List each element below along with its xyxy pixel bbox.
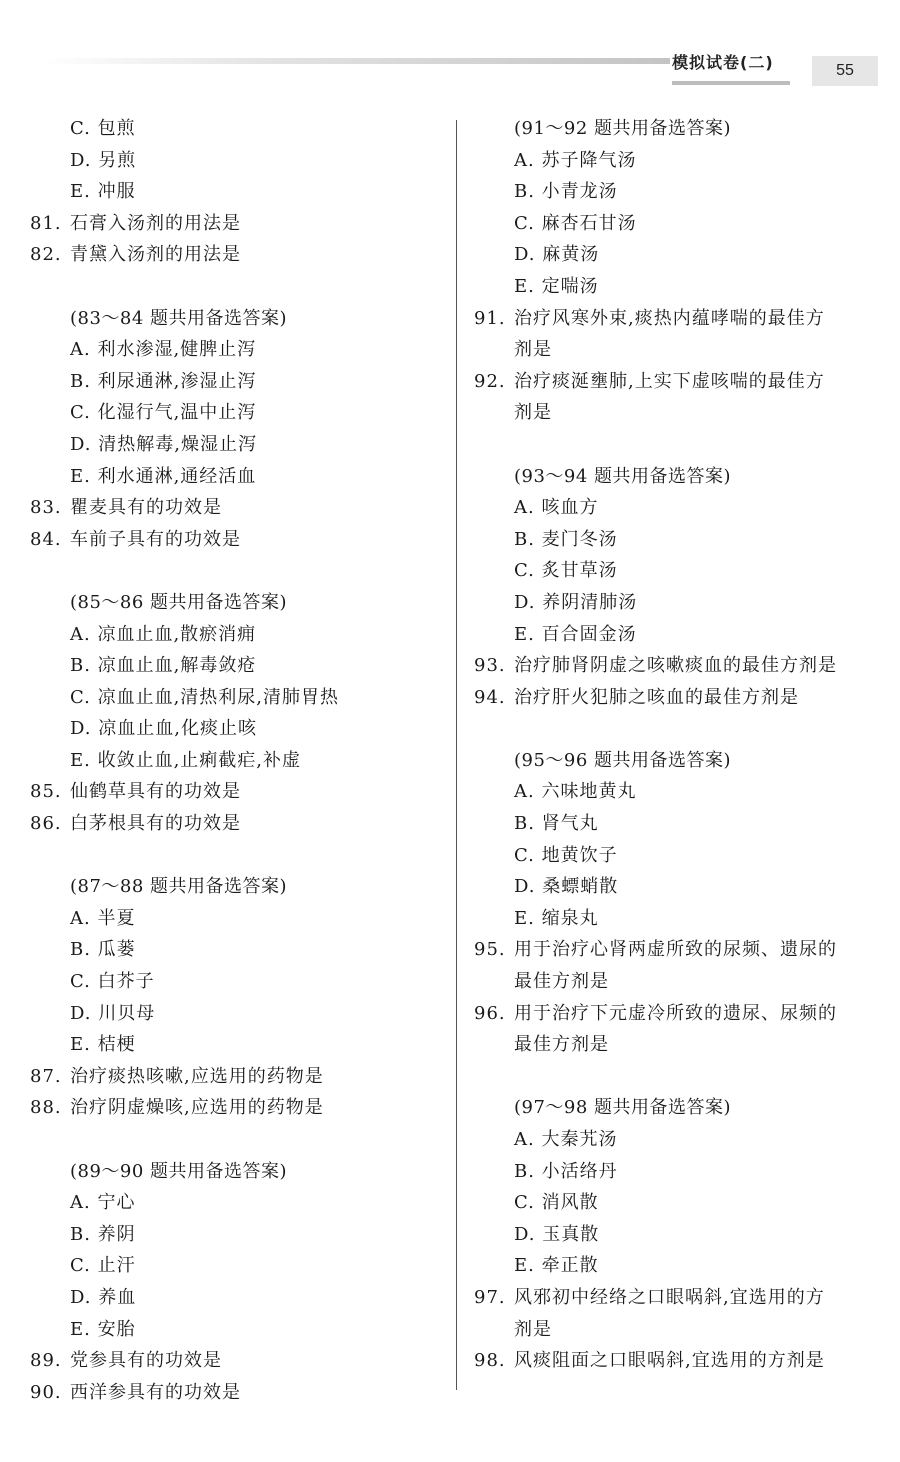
question-line (30, 239, 450, 271)
answer-option: E. 牵正散 (514, 1255, 599, 1277)
answer-option: C. 地黄饮子 (514, 844, 618, 866)
question-continuation: 剂是 (514, 402, 552, 424)
question-text: 治疗风寒外束,痰热内蕴哮喘的最佳方 (514, 307, 825, 329)
question-number: 82. (30, 244, 62, 266)
option-group-heading: (87～88 题共用备选答案) (70, 876, 288, 898)
running-header-title: 模拟试卷(二) (672, 53, 774, 72)
option-group-heading: (97～98 题共用备选答案) (514, 1097, 732, 1119)
answer-option: C. 麻杏石甘汤 (514, 212, 637, 234)
answer-option: A. 宁心 (70, 1192, 136, 1214)
question-continuation: 剂是 (514, 1318, 552, 1340)
header-underline (672, 81, 790, 85)
question-line (30, 1092, 450, 1124)
question-line (30, 1061, 450, 1093)
question-text: 用于治疗心肾两虚所致的尿频、遗尿的 (514, 939, 837, 961)
question-continuation: 最佳方剂是 (514, 971, 609, 993)
question-text: 用于治疗下元虚冷所致的遗尿、尿频的 (514, 1002, 837, 1024)
answer-option: C. 炙甘草汤 (514, 560, 618, 582)
option-group-heading: (83～84 题共用备选答案) (70, 307, 288, 329)
question-number: 97. (474, 1286, 506, 1308)
answer-option: B. 凉血止血,解毒敛疮 (70, 655, 257, 677)
answer-option: A. 半夏 (70, 907, 136, 929)
answer-option: A. 凉血止血,散瘀消痈 (70, 623, 257, 645)
spacer-line (474, 1061, 884, 1093)
question-text: 白茅根具有的功效是 (70, 813, 241, 835)
answer-option: A. 利水渗湿,健脾止泻 (70, 339, 257, 361)
question-number: 88. (30, 1097, 62, 1119)
answer-option: C. 凉血止血,清热利尿,清肺胃热 (70, 686, 340, 708)
question-line (474, 303, 884, 335)
question-line (474, 998, 884, 1030)
answer-option: B. 利尿通淋,渗湿止泻 (70, 370, 257, 392)
answer-option: E. 利水通淋,通经活血 (70, 465, 257, 487)
option-group-heading: (95～96 题共用备选答案) (514, 749, 732, 771)
column-divider (456, 120, 457, 1390)
question-number: 89. (30, 1350, 62, 1372)
answer-option: C. 消风散 (514, 1192, 599, 1214)
answer-option: C. 包煎 (70, 118, 136, 139)
question-line (30, 492, 450, 524)
answer-option: D. 麻黄汤 (514, 244, 600, 266)
page-number: 55 (812, 56, 878, 86)
question-number: 87. (30, 1065, 62, 1087)
answer-option: A. 咳血方 (514, 497, 599, 519)
option-group-heading: (89～90 题共用备选答案) (70, 1160, 288, 1182)
question-line (474, 1345, 884, 1377)
question-line (474, 934, 884, 966)
spacer-line (30, 271, 450, 303)
question-text: 仙鹤草具有的功效是 (70, 781, 241, 803)
answer-option: E. 百合固金汤 (514, 623, 637, 645)
question-number: 83. (30, 497, 62, 519)
question-number: 98. (474, 1350, 506, 1372)
answer-option: C. 化湿行气,温中止泻 (70, 402, 257, 424)
answer-option: E. 缩泉丸 (514, 907, 599, 929)
question-text: 党参具有的功效是 (70, 1350, 222, 1372)
answer-option: E. 定喘汤 (514, 275, 599, 297)
answer-option: E. 冲服 (70, 181, 136, 203)
question-continuation: 最佳方剂是 (514, 1034, 609, 1056)
answer-option: D. 凉血止血,化痰止咳 (70, 718, 257, 740)
answer-option: B. 麦门冬汤 (514, 528, 618, 550)
question-line (30, 1377, 450, 1409)
spacer-line (474, 713, 884, 745)
answer-option: B. 小活络丹 (514, 1160, 618, 1182)
question-text: 青黛入汤剂的用法是 (70, 244, 241, 266)
answer-option: D. 清热解毒,燥湿止泻 (70, 433, 257, 455)
answer-option: D. 另煎 (70, 149, 137, 171)
question-number: 91. (474, 307, 506, 329)
option-group-heading: (93～94 题共用备选答案) (514, 465, 732, 487)
question-text: 治疗肝火犯肺之咳血的最佳方剂是 (514, 686, 799, 708)
answer-option: C. 白芥子 (70, 971, 155, 993)
question-line (30, 208, 450, 240)
question-number: 94. (474, 686, 506, 708)
answer-option: A. 苏子降气汤 (514, 149, 637, 171)
answer-option: E. 收敛止血,止痢截疟,补虚 (70, 749, 302, 771)
question-text: 风邪初中经络之口眼㖞斜,宜选用的方 (514, 1286, 825, 1308)
question-text: 治疗肺肾阴虚之咳嗽痰血的最佳方剂是 (514, 655, 837, 677)
question-number: 92. (474, 370, 506, 392)
question-text: 石膏入汤剂的用法是 (70, 212, 241, 234)
question-line (30, 808, 450, 840)
question-number: 95. (474, 939, 506, 961)
question-number: 90. (30, 1381, 62, 1403)
question-text: 治疗痰热咳嗽,应选用的药物是 (70, 1065, 324, 1087)
question-number: 86. (30, 813, 62, 835)
question-line (474, 366, 884, 398)
answer-option: B. 瓜蒌 (70, 939, 136, 961)
question-number: 81. (30, 212, 62, 234)
question-text: 风痰阻面之口眼㖞斜,宜选用的方剂是 (514, 1350, 825, 1372)
question-text: 治疗痰涎壅肺,上实下虚咳喘的最佳方 (514, 370, 825, 392)
option-group-heading: (85～86 题共用备选答案) (70, 591, 288, 613)
question-line (474, 1282, 884, 1314)
right-column (474, 113, 884, 1377)
question-text: 瞿麦具有的功效是 (70, 497, 222, 519)
header-rule (40, 58, 670, 64)
question-number: 93. (474, 655, 506, 677)
question-number: 84. (30, 528, 62, 550)
spacer-line (474, 429, 884, 461)
answer-option: D. 养阴清肺汤 (514, 591, 638, 613)
answer-option: E. 桔梗 (70, 1034, 136, 1056)
answer-option: A. 大秦艽汤 (514, 1129, 618, 1150)
answer-option: D. 养血 (70, 1286, 137, 1308)
question-number: 85. (30, 781, 62, 803)
question-line (30, 524, 450, 556)
spacer-line (30, 1124, 450, 1156)
question-text: 西洋参具有的功效是 (70, 1381, 241, 1403)
question-text: 车前子具有的功效是 (70, 528, 241, 550)
answer-option: D. 桑螵蛸散 (514, 876, 619, 898)
question-line (30, 1345, 450, 1377)
answer-option: D. 玉真散 (514, 1223, 600, 1245)
answer-option: B. 养阴 (70, 1223, 136, 1245)
option-group-heading: (91～92 题共用备选答案) (514, 118, 732, 139)
answer-option: D. 川贝母 (70, 1002, 156, 1024)
answer-option: A. 六味地黄丸 (514, 781, 637, 803)
answer-option: B. 小青龙汤 (514, 181, 618, 203)
question-line (30, 776, 450, 808)
answer-option: E. 安胎 (70, 1318, 136, 1340)
question-line (474, 682, 884, 714)
answer-option: B. 肾气丸 (514, 813, 599, 835)
spacer-line (30, 555, 450, 587)
question-text: 治疗阴虚燥咳,应选用的药物是 (70, 1097, 324, 1119)
question-line (474, 650, 884, 682)
question-number: 96. (474, 1002, 506, 1024)
question-continuation: 剂是 (514, 339, 552, 361)
answer-option: C. 止汗 (70, 1255, 136, 1277)
spacer-line (30, 840, 450, 872)
left-column (30, 113, 450, 1408)
